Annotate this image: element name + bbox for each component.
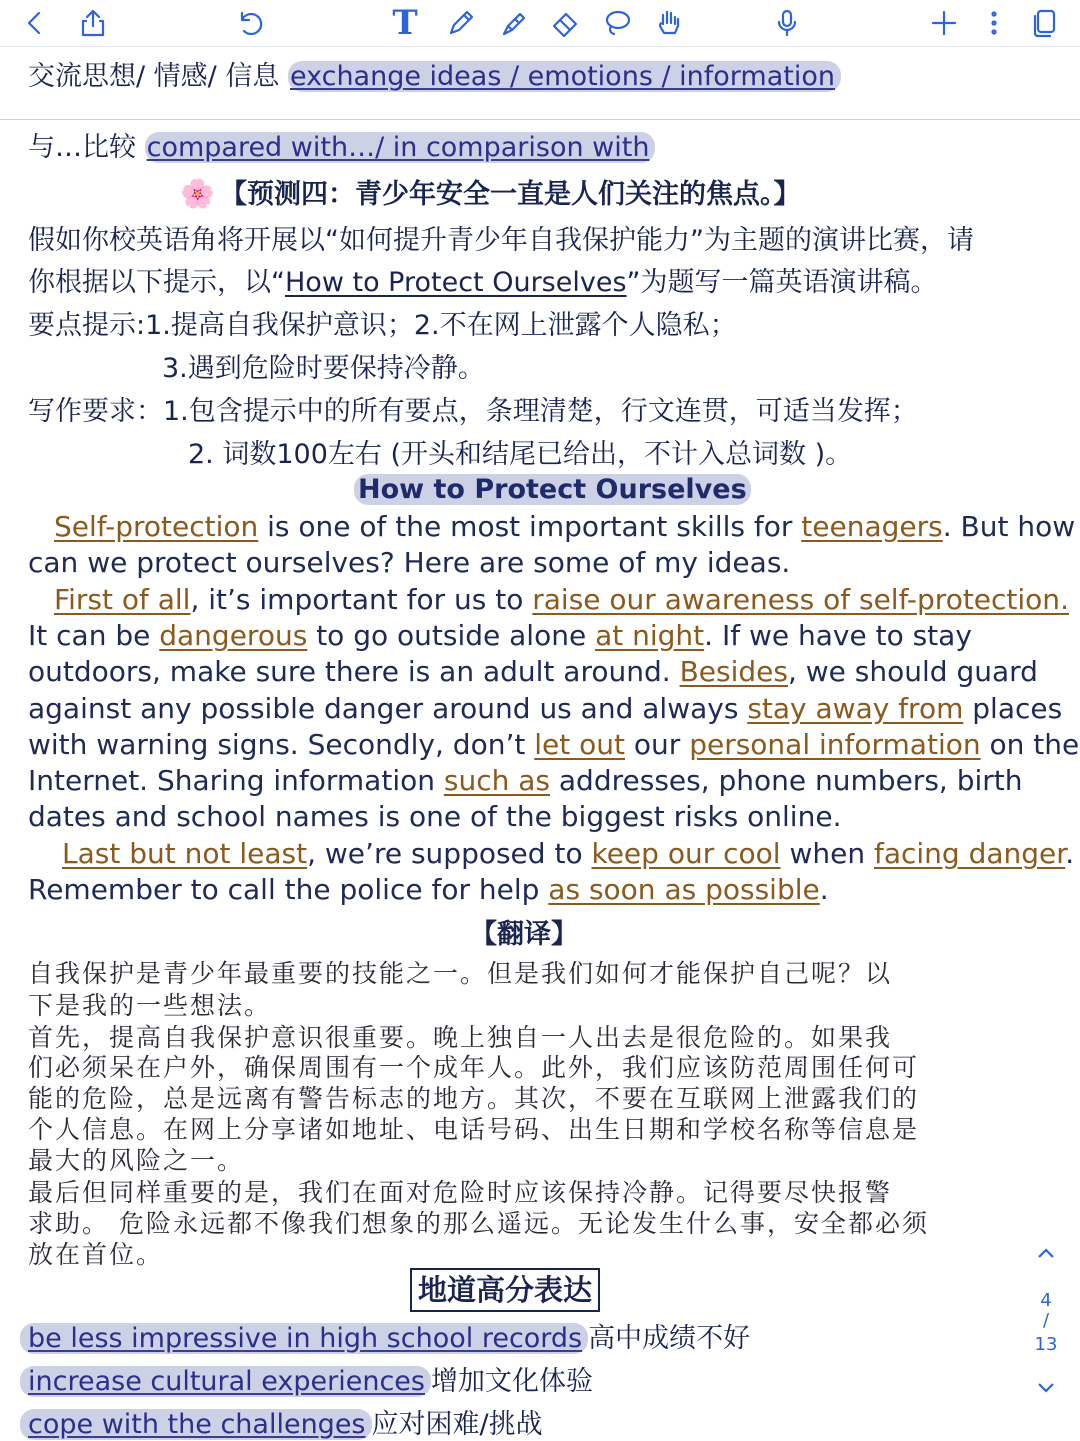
key-phrase: raise our awareness of self-protection	[532, 583, 1061, 616]
prompt-line-1: 假如你校英语角将开展以“如何提升青少年自我保护能力”为主题的演讲比赛，请	[28, 225, 974, 256]
expression-zh: 高中成绩不好	[588, 1323, 751, 1354]
phrase-en-highlight: compared with…/ in comparison with	[145, 132, 656, 163]
page-down-chevron-icon[interactable]	[1026, 1376, 1066, 1403]
text-tool-glyph: T	[392, 3, 418, 43]
essay-line-8	[28, 764, 1023, 797]
essay-title-text: How to Protect Ourselves	[354, 474, 751, 505]
phrase-zh: 与…比较	[28, 132, 145, 163]
essay-line-2: can we protect ourselves? Here are some of my ideas.	[28, 546, 791, 579]
key-phrase: keep our cool	[591, 837, 781, 870]
translation-line: 求助。 危险永远都不像我们想象的那么遥远。无论发生什么事，安全都必须	[28, 1209, 929, 1238]
phrase-line-exchange	[28, 54, 841, 93]
essay-text: places	[963, 692, 1063, 725]
translation-line: 最后但同样重要的是，我们在面对危险时应该保持冷静。记得要尽快报警	[28, 1178, 893, 1207]
text-tool-icon[interactable]	[386, 4, 424, 42]
page-number-current: 4	[1040, 1290, 1052, 1311]
essay-title	[354, 474, 751, 505]
translation-line: 最大的风险之一。	[28, 1146, 245, 1175]
note-page	[0, 46, 1080, 1440]
expression-en: increase cultural experiences	[20, 1366, 431, 1397]
prompt-word-count: 2. 词数100左右 (开头和结尾已给出，不计入总词数 )。	[188, 439, 853, 470]
translation-line: 们必须呆在户外，确保周围有一个成年人。此外，我们应该防范周围任何可	[28, 1053, 920, 1082]
flower-icon: 🌸	[180, 177, 215, 210]
essay-text: against any possible danger around us and always	[28, 692, 748, 725]
key-phrase: Self-protection	[54, 510, 259, 543]
key-phrase: Last but not least	[62, 837, 308, 870]
eraser-icon[interactable]	[546, 4, 584, 42]
essay-text: .	[1065, 837, 1075, 870]
page-break-line	[0, 119, 1080, 120]
phrase-zh: 交流思想/ 情感/ 信息	[28, 61, 288, 92]
lasso-icon[interactable]	[598, 4, 636, 42]
key-phrase: First of all	[54, 583, 191, 616]
add-icon[interactable]	[925, 4, 963, 42]
key-phrase: dangerous	[159, 619, 308, 652]
essay-text: when	[780, 837, 874, 870]
toolbar	[0, 0, 1080, 47]
prediction-heading	[180, 172, 800, 211]
expressions-heading: 地道高分表达	[410, 1268, 600, 1312]
essay-text: outdoors, make sure there is an adult around.	[28, 655, 680, 688]
essay-line-7	[28, 728, 1079, 761]
essay-line-3	[54, 583, 1069, 616]
key-phrase: facing danger	[873, 837, 1066, 870]
essay-text: is one of the most important skills for	[258, 510, 802, 543]
key-phrase: as soon as possible	[548, 873, 820, 906]
highlighter-icon[interactable]	[494, 4, 532, 42]
essay-text: . But how	[942, 510, 1076, 543]
expression-zh: 应对困难/挑战	[371, 1409, 543, 1440]
essay-text: .	[1060, 583, 1069, 616]
translation-line: 首先，提高自我保护意识很重要。晚上独自一人出去是很危险的。如果我	[28, 1023, 893, 1052]
key-phrase: stay away from	[747, 692, 964, 725]
essay-text: our	[624, 728, 690, 761]
prompt-text: 你根据以下提示，以“	[28, 267, 285, 298]
essay-line-9: dates and school names is one of the biggest risks online.	[28, 800, 842, 833]
essay-line-5	[28, 655, 1038, 688]
expression-item	[20, 1316, 750, 1355]
pen-icon[interactable]	[442, 4, 480, 42]
essay-text: , it’s important for us to	[190, 583, 533, 616]
essay-line-1	[54, 510, 1075, 543]
expression-en: cope with the challenges	[20, 1409, 372, 1440]
prompt-line-2	[28, 260, 938, 299]
expression-en: be less impressive in high school records	[20, 1323, 588, 1354]
prompt-requirements: 写作要求：1.包含提示中的所有要点，条理清楚，行文连贯，可适当发挥；	[28, 396, 918, 427]
translation-line: 个人信息。在网上分享诸如地址、电话号码、出生日期和学校名称等信息是	[28, 1115, 920, 1144]
essay-text: on the	[980, 728, 1080, 761]
pages-icon[interactable]	[1026, 4, 1064, 42]
key-phrase: such as	[443, 764, 550, 797]
hand-icon[interactable]	[650, 4, 688, 42]
essay-line-10	[62, 837, 1074, 870]
more-icon[interactable]	[975, 4, 1013, 42]
key-phrase: teenagers	[801, 510, 943, 543]
essay-text: . If we have to stay	[704, 619, 972, 652]
essay-title-link: How to Protect Ourselves	[285, 267, 627, 298]
essay-text: to go outside alone	[307, 619, 596, 652]
undo-icon[interactable]	[230, 4, 268, 42]
key-phrase: Besides	[679, 655, 788, 688]
translation-line: 自我保护是青少年最重要的技能之一。但是我们如何才能保护自己呢？以	[28, 959, 893, 988]
prompt-point-3: 3.遇到危险时要保持冷静。	[162, 353, 485, 384]
expression-item	[20, 1402, 543, 1441]
page-up-chevron-icon[interactable]	[1026, 1243, 1066, 1270]
essay-text: , we should guard	[787, 655, 1038, 688]
essay-text: Remember to call the police for help	[28, 873, 549, 906]
essay-text: addresses, phone numbers, birth	[550, 764, 1023, 797]
share-icon[interactable]	[74, 4, 112, 42]
essay-line-4	[28, 619, 972, 652]
essay-text: , we’re supposed to	[307, 837, 592, 870]
prompt-text: ”为题写一篇英语演讲稿。	[626, 267, 938, 298]
essay-text: It can be	[28, 619, 160, 652]
translation-line: 能的危险，总是远离有警告标志的地方。其次，不要在互联网上泄露我们的	[28, 1084, 920, 1113]
essay-text: with warning signs. Secondly, don’t	[28, 728, 535, 761]
translation-line: 下是我的一些想法。	[28, 991, 272, 1020]
essay-text: .	[819, 873, 829, 906]
page-number-separator: /	[1042, 1310, 1050, 1331]
heading-text: 【预测四：青少年安全一直是人们关注的焦点。】	[219, 179, 801, 210]
phrase-line-compare	[28, 125, 655, 164]
translation-heading: 【翻译】	[470, 919, 578, 950]
key-phrase: let out	[534, 728, 625, 761]
prompt-points: 要点提示:1.提高自我保护意识；2.不在网上泄露个人隐私；	[28, 310, 737, 341]
expression-item	[20, 1359, 593, 1398]
phrase-en-highlight: exchange ideas / emotions / information	[288, 61, 841, 92]
essay-text: Internet. Sharing information	[28, 764, 444, 797]
expression-zh: 增加文化体验	[430, 1366, 593, 1397]
key-phrase: personal information	[689, 728, 981, 761]
essay-line-6	[28, 692, 1062, 725]
page-number-total: 13	[1034, 1334, 1058, 1355]
translation-line: 放在首位。	[28, 1240, 164, 1269]
key-phrase: at night	[595, 619, 705, 652]
back-chevron-icon[interactable]	[16, 4, 54, 42]
essay-line-11	[28, 873, 829, 906]
microphone-icon[interactable]	[768, 4, 806, 42]
